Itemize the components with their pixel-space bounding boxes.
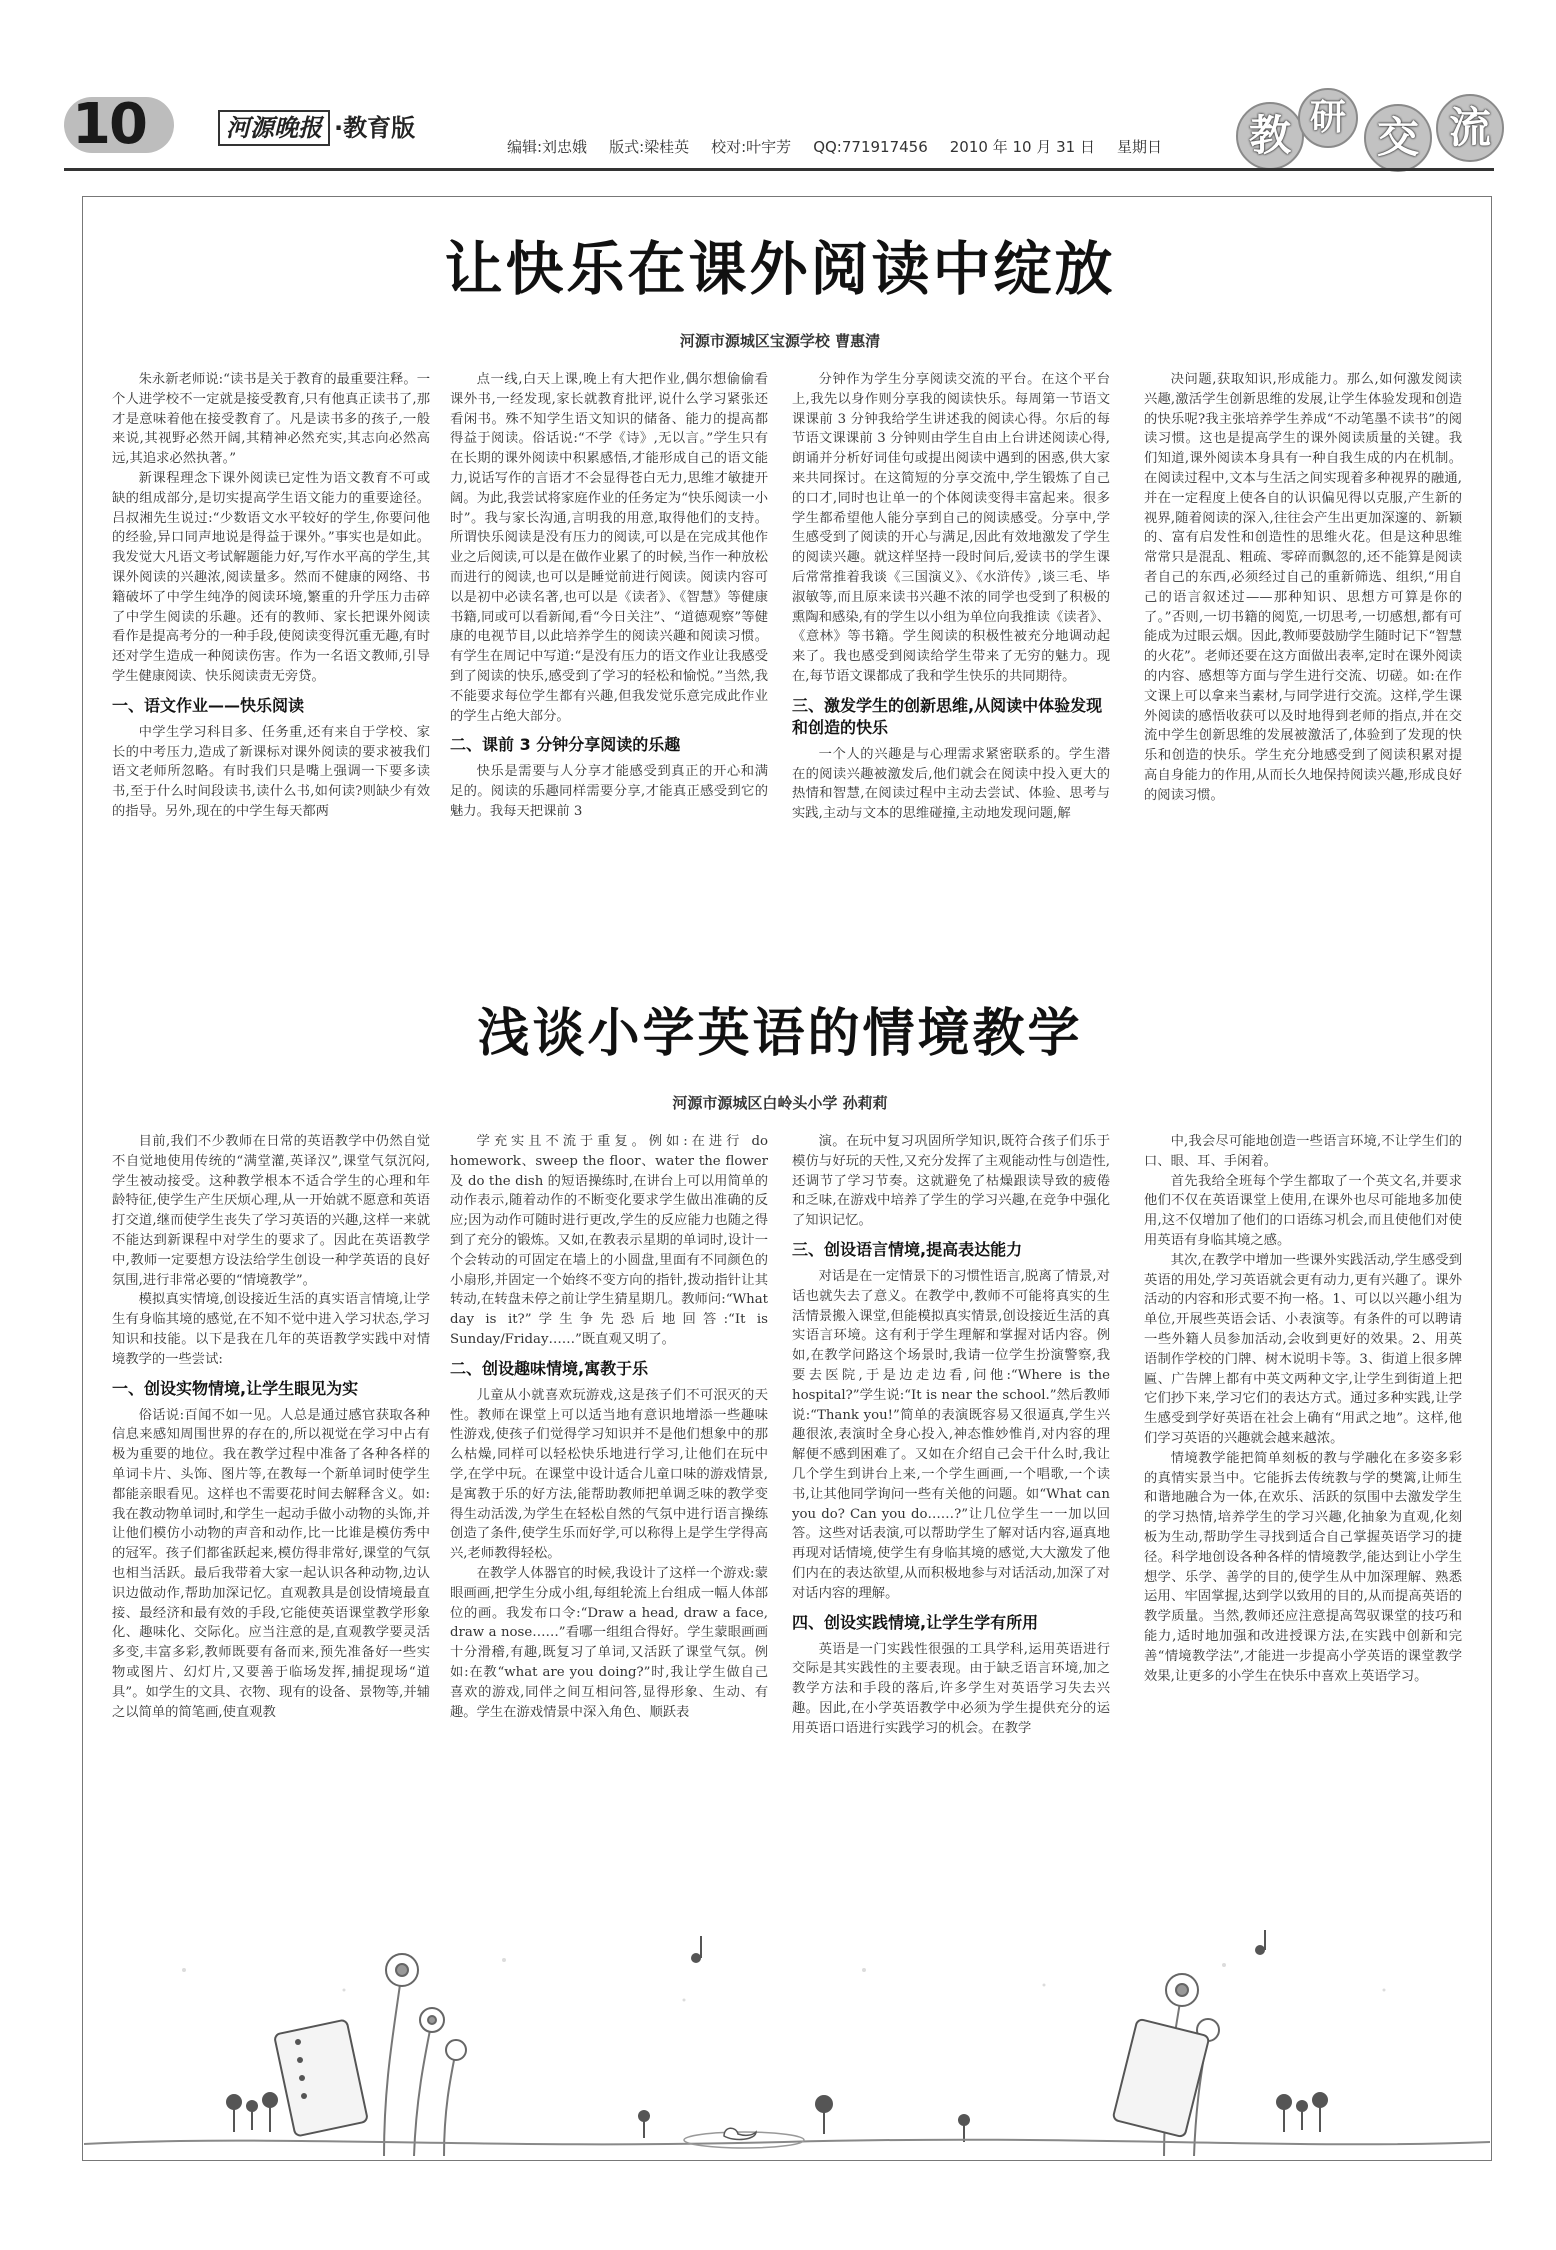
paragraph: 演。在玩中复习巩固所学知识,既符合孩子们乐于模仿与好玩的天性,又充分发挥了主观能动性与创造性,还调节了学习节奏。这就避免了枯燥跟读导致的疲倦和乏味,在游戏中培养了学生的学习兴趣,在竞争中强化了知识记忆。 bbox=[792, 1134, 1110, 1229]
proof-credit: 校对:叶宇芳 bbox=[711, 138, 792, 156]
notebook-left-decoration bbox=[274, 2019, 368, 2136]
article2-column-3 bbox=[792, 1132, 1110, 1922]
paragraph: 在教学人体器官的时候,我设计了这样一个游戏:蒙眼画画,把学生分成小组,每组轮流上台组成一幅人体部位的画。我发布口令:“Draw a head, draw a face, draw a nose……”看哪一组组合得好。学生蒙眼画画十分滑稽,有趣,既复习了单词,又活跃了课堂气氛。例如:在教“what are you doing?”时,我让学生做自己喜欢的游戏,同伴之间互相问答,显得形象、生动、有趣。学生在游戏情景中深入角色、顺跃表 bbox=[450, 1565, 768, 1720]
section-heading: 一、语文作业——快乐阅读 bbox=[112, 695, 305, 715]
paragraph: 决问题,获取知识,形成能力。那么,如何激发阅读兴趣,激活学生创新思维的发展,让学生体验发现和创造的快乐呢?我主张培养学生养成“不动笔墨不读书”的阅读习惯。这也是提高学生的课外阅读质量的关键。我们知道,课外阅读本身具有一种自我生成的内在机制。在阅读过程中,文本与生活之间实现着多种视界的融通,并在一定程度上使各自的认识偏见得以克服,产生新的视界,随着阅读的深入,往往会产生出更加深邃的、新颖的、富有启发性和创造性的思维火花。但是这种思维常常只是混乱、粗疏、零碎而飘忽的,还不能算是阅读者自己的东西,必须经过自己的重新筛选、组织,“用自己的语言叙述过——那种知识、思想方可算是你的了。”否则,一切书籍的阅览,一切思考,一切感想,都有可能成为过眼云烟。因此,教师要鼓励学生随时记下“智慧的火花”。老师还要在这方面做出表率,定时在课外阅读的内容、感想等方面与学生进行交流、切磋。如:在作文课上可以拿来当素材,与同学进行交流。这样,学生课外阅读的感悟收获可以及时地得到老师的指点,并在交流中学生创新思维的发展被激活了,体验到了发现的快乐和创造的快乐。学生充分地感受到了阅读积累对提高自身能力的作用,从而长久地保持阅读兴趣,形成良好的阅读习惯。 bbox=[1144, 372, 1462, 803]
article1-byline: 河源市源城区宝源学校 曹惠清 bbox=[679, 332, 881, 350]
music-note-icon bbox=[691, 1930, 1266, 1963]
paragraph: 儿童从小就喜欢玩游戏,这是孩子们不可泯灭的天性。教师在课堂上可以适当地有意识地增添一些趣味性游戏,使孩子们觉得学习知识并不是他们想象中的那么枯燥,同样可以轻松快乐地进行学习,让他们在玩中学,在学中玩。在课堂中设计适合儿童口味的游戏情景,是寓教于乐的好方法,能帮助教师把单调乏味的教学变得生动活泼,为学生在轻松自然的气氛中进行语言操练创造了条件,使学生乐而好学,可以称得上是学生学得高兴,老师教得轻松。 bbox=[450, 1387, 768, 1562]
editor-credit: 编辑:刘忠娥 bbox=[507, 138, 588, 156]
article1-title: 让快乐在课外阅读中绽放 bbox=[444, 235, 1116, 303]
pond-decoration bbox=[684, 2132, 804, 2148]
section-badges bbox=[1236, 92, 1508, 172]
sparkles-decoration bbox=[182, 1958, 1386, 2002]
section-heading: 一、创设实物情境,让学生眼见为实 bbox=[112, 1378, 359, 1398]
paragraph: 情境教学能把简单刻板的教与学融化在多姿多彩的真情实景当中。它能拆去传统教与学的樊篱,让师生和谐地融合为一体,在欢乐、活跃的氛围中去激发学生的学习热情,培养学生的学习兴趣,化抽象为直观,化刻板为生动,帮助学生寻找到适合自己掌握英语学习的捷径。科学地创设各种各样的情境教学,能达到让小学生想学、乐学、善学的目的,使学生从中加深理解、熟悉运用、牢固掌握,达到学以致用的目的,从而提高英语的教学质量。当然,教师还应注意提高驾驭课堂的技巧和能力,适时地加强和改进授课方法,在实践中创新和完善“情境教学法”,才能进一步提高小学英语的课堂教学效果,让更多的小学生在快乐中喜欢上英语学习。 bbox=[1144, 1450, 1462, 1684]
layout-credit: 版式:梁桂英 bbox=[609, 138, 690, 156]
article2-column-1 bbox=[112, 1132, 430, 1922]
article1-column-3 bbox=[792, 370, 1110, 960]
masthead bbox=[218, 108, 415, 148]
paragraph: 新课程理念下课外阅读已定性为语文教育不可或缺的组成部分,是切实提高学生语文能力的重要途径。吕叔湘先生说过:“少数语文水平较好的学生,你要问他的经验,异口同声地说是得益于课外。”事实也是如此。我发觉大凡语文考试解题能力好,写作水平高的学生,其课外阅读的兴趣浓,阅读量多。然而不健康的网络、书籍破坏了中学生纯净的阅读环境,繁重的升学压力击碎了中学生阅读的乐趣。还有的教师、家长把课外阅读看作是提高考分的一种手段,使阅读变得沉重无趣,有时还对学生造成一种阅读伤害。作为一名语文教师,引导学生健康阅读、快乐阅读责无旁贷。 bbox=[112, 470, 430, 684]
article1-column-4 bbox=[1144, 370, 1462, 960]
section-name: ·教育版 bbox=[334, 114, 416, 142]
section-heading: 二、创设趣味情境,寓教于乐 bbox=[450, 1358, 649, 1378]
flower-stems-decoration bbox=[384, 1970, 1208, 2156]
paragraph: 中学生学习科目多、任务重,还有来自于学校、家长的中考压力,造成了新课标对课外阅读的要求被我们语文老师所忽略。有时我们只是嘴上强调一下要多读书,至于什么时间段读书,读什么书,如何读?则缺少有效的指导。另外,现在的中学生每天都两 bbox=[112, 724, 430, 819]
decorative-illustration bbox=[84, 1930, 1490, 2158]
section-heading: 四、创设实践情境,让学生学有所用 bbox=[792, 1612, 1039, 1632]
paragraph: 模拟真实情境,创设接近生活的真实语言情境,让学生有身临其境的感觉,在不知不觉中进入学习状态,学习知识和技能。以下是我在几年的英语教学实践中对情境教学的一些尝试: bbox=[112, 1292, 430, 1367]
badge-char-2: 研 bbox=[1298, 88, 1358, 148]
paragraph: 目前,我们不少教师在日常的英语教学中仍然自觉不自觉地使用传统的“满堂灌,英译汉”,课堂气氛沉闷,学生被动接受。这种教学根本不适合学生的心理和年龄特征,使学生产生厌烦心理,从一开始就不愿意和英语打交道,继而使学生丧失了学习英语的兴趣,这样一来就不能达到新课程中对学生的要求了。因此在英语教学中,教师一定要想方设法给学生创设一种学英语的良好氛围,进行非常必要的“情境教学”。 bbox=[112, 1134, 430, 1288]
paragraph: 朱永新老师说:“读书是关于教育的最重要注释。一个人进学校不一定就是接受教育,只有他真正读书了,那才是意味着他在接受教育了。凡是读书多的孩子,一般来说,其视野必然开阔,其精神必然充实,其志向必然高远,其追求必然执著。” bbox=[112, 372, 430, 467]
paragraph: 一个人的兴趣是与心理需求紧密联系的。学生潜在的阅读兴趣被激发后,他们就会在阅读中投入更大的热情和智慧,在阅读过程中主动去尝试、体验、思考与实践,主动与文本的思维碰撞,主动地发现问题,解 bbox=[792, 746, 1110, 822]
paragraph: 其次,在教学中增加一些课外实践活动,学生感受到英语的用处,学习英语就会更有动力,更有兴趣了。课外活动的内容和形式要不拘一格。1、可以以兴趣小组为单位,开展些英语会话、小表演等。有条件的可以聘请一些外籍人员参加活动,会收到更好的效果。2、用英语制作学校的门牌、树木说明卡等。3、街道上很多牌匾、广告牌上都有中英文两种文字,让学生到街道上把它们抄下来,学习它们的表达方式。通过多种实践,让学生感受到学好英语在社会上确有“用武之地”。这样,他们学习英语的兴趣就会越来越浓。 bbox=[1144, 1252, 1462, 1446]
section-heading: 三、创设语言情境,提高表达能力 bbox=[792, 1239, 1023, 1259]
article2-column-4 bbox=[1144, 1132, 1462, 1922]
editorial-credits bbox=[507, 134, 1184, 160]
paragraph: 中,我会尽可能地创造一些语言环境,不让学生们的口、眼、耳、手闲着。 bbox=[1144, 1134, 1462, 1169]
paper-name: 河源晚报 bbox=[218, 110, 330, 146]
paragraph: 对话是在一定情景下的习惯性语言,脱离了情景,对话也就失去了意义。在教学中,教师不可能将真实的生活情景搬入课堂,但能模拟真实情景,创设接近生活的真实语言环境。这有利于学生理解和掌握对话内容。例如,在教学问路这个场景时,我请一位学生扮演警察,我要去医院,于是边走边看,问他:“Where is the hospital?”学生说:“It is near the school.”然后教师说:“Thank you!”简单的表演既容易又很逼真,学生兴趣很浓,表演时全身心投入,神态惟妙惟肖,对内容的理解便不感到困难了。又如在介绍自己会干什么时,我让几个学生到讲台上来,一个学生画画,一个唱歌,一个读书,让其他同学询问一些有关他的问题。如“What can you do? Can you do……?”让几位学生一一加以回答。这些对话表演,可以帮助学生了解对话内容,逼真地再现对话情境,使学生有身临其境的感觉,大大激发了他们内在的表达欲望,从而积极地参与对话活动,加深了对对话内容的理解。 bbox=[792, 1268, 1110, 1601]
flower-heads-decoration bbox=[386, 1954, 1219, 2060]
issue-date: 2010 年 10 月 31 日 bbox=[949, 138, 1095, 156]
paragraph: 分钟作为学生分享阅读交流的平台。在这个平台上,我先以身作则分享我的阅读快乐。每周第一节语文课课前 3 分钟我给学生讲述我的阅读心得。尔后的每节语文课课前 3 分钟则由学生自由上台讲述阅读心得,朗诵并分析好词佳句或提出阅读中遇到的困惑,供大家来共同探讨。在这简短的分享交流中,学生锻炼了自己的口才,同时也让单一的个体阅读变得丰富起来。很多学生都希望他人能分享到自己的阅读感受。分享中,学生感受到了阅读的开心与满足,因此有效地激发了学生的阅读兴趣。就这样坚持一段时间后,爱读书的学生课后常常推着我谈《三国演义》、《水浒传》,谈三毛、毕淑敏等,而且原来读书兴趣不浓的同学也受到了积极的熏陶和感染,有的学生以小组为单位向我推读《读者》、《意林》等书籍。学生阅读的积极性被充分地调动起来了。我也感受到阅读给学生带来了无穷的魅力。现在,每节语文课都成了我和学生快乐的共同期待。 bbox=[792, 372, 1110, 684]
page-number: 10 bbox=[64, 97, 174, 153]
issue-weekday: 星期日 bbox=[1116, 138, 1162, 156]
article2-byline: 河源市源城区白岭头小学 孙莉莉 bbox=[672, 1094, 888, 1112]
paragraph: 首先我给全班每个学生都取了一个英文名,并要求他们不仅在英语课堂上使用,在课外也尽可能地多加使用,这不仅增加了他们的口语练习机会,而且使他们对使用英语有身临其境之感。 bbox=[1144, 1173, 1462, 1248]
badge-char-1: 教 bbox=[1236, 102, 1304, 170]
paragraph: 俗话说:百闻不如一见。人总是通过感官获取各种信息来感知周围世界的存在的,所以视觉在学习中占有极为重要的地位。我在教学过程中准备了各种各样的单词卡片、头饰、图片等,在教每一个新单词时使学生都能亲眼看见。这样也不需要花时间去解释含义。如:我在教动物单词时,和学生一起动手做小动物的头饰,并让他们模仿小动物的声音和动作,比一比谁是模仿秀中的冠军。孩子们都雀跃起来,模仿得非常好,课堂的气氛也相当活跃。最后我带着大家一起认识各种动物,边认识边做动作,帮助加深记忆。直观教具是创设情境最直接、最经济和最有效的手段,它能使英语课堂教学形象化、趣味化、交际化。应当注意的是,直观教学要灵活多变,丰富多彩,教师既要有备而来,预先准备好一些实物或图片、幻灯片,又要善于临场发挥,捕捉现场“道具”。如学生的文具、衣物、现有的设备、景物等,并辅之以简单的简笔画,使直观教 bbox=[112, 1407, 430, 1720]
ground-line-decoration bbox=[84, 2140, 1490, 2145]
badge-char-3: 交 bbox=[1364, 104, 1432, 172]
paragraph: 英语是一门实践性很强的工具学科,运用英语进行交际是其实践性的主要表现。由于缺乏语言环境,加之教学方法和手段的落后,许多学生对英语学习失去兴趣。因此,在小学英语教学中必须为学生提供充分的运用英语口语进行实践学习的机会。在教学 bbox=[792, 1641, 1110, 1736]
section-heading: 三、激发学生的创新思维,从阅读中体验发现和创造的快乐 bbox=[792, 695, 1103, 737]
paragraph: 点一线,白天上课,晚上有大把作业,偶尔想偷偷看课外书,一经发现,家长就教育批评,说什么学习紧张还看闲书。殊不知学生语文知识的储备、能力的提高都得益于阅读。俗话说:“不学《诗》,无以言。”学生只有在长期的课外阅读中积累感悟,才能形成自己的语文能力,说话写作的言语才不会显得苍白无力,思维才敏捷开阔。为此,我尝试将家庭作业的任务定为“快乐阅读一小时”。我与家长沟通,言明我的用意,取得他们的支持。所谓快乐阅读是没有压力的阅读,可以是在完成其他作业之后阅读,可以是在做作业累了的时候,当作一种放松而进行的阅读,也可以是睡觉前进行阅读。阅读内容可以是初中必读名著,也可以是《读者》、《智慧》等健康书籍,同或可以看新闻,看“今日关注”、“道德观察”等健康的电视节目,以此培养学生的阅读兴趣和阅读习惯。有学生在周记中写道:“是没有压力的语文作业让我感受到了阅读的快乐,感受到了学习的轻松和愉悦。”当然,我不能要求每位学生都有兴趣,但我发觉乐意完成此作业的学生占绝大部分。 bbox=[450, 372, 768, 724]
paragraph: 快乐是需要与人分享才能感受到真正的开心和满足的。阅读的乐趣同样需要分享,才能真正感受到它的魅力。我每天把课前 3 bbox=[450, 764, 768, 819]
article2-title: 浅谈小学英语的情境教学 bbox=[477, 1004, 1083, 1064]
article1-column-2 bbox=[450, 370, 768, 960]
qq-number: QQ:771917456 bbox=[813, 138, 928, 156]
notebook-right-decoration bbox=[1113, 2019, 1210, 2138]
header-rule bbox=[64, 168, 1494, 171]
article2-column-2 bbox=[450, 1132, 768, 1922]
swan-decoration bbox=[724, 2128, 756, 2139]
section-heading: 二、课前 3 分钟分享阅读的乐趣 bbox=[450, 735, 681, 755]
paragraph: 学充实且不流于重复。例如:在进行 do homework、sweep the floor、water the flower 及 do the dish 的短语操练时,在讲台上可以用简单的动作表示,随着动作的不断变化要求学生做出准确的反应;因为动作可随时进行更改,学生的反应能力也随之得到了充分的锻炼。又如,在教表示星期的单词时,设计一个会转动的可固定在墙上的小圆盘,里面有不同颜色的小扇形,并固定一个始终不变方向的指针,拨动指针让其转动,在转盘未停之前让学生猜星期几。教师问:“What day is it?”学生争先恐后地回答:“It is Sunday/Friday……”既直观又明了。 bbox=[450, 1134, 768, 1347]
badge-char-4: 流 bbox=[1436, 94, 1504, 162]
article1-column-1 bbox=[112, 370, 430, 960]
